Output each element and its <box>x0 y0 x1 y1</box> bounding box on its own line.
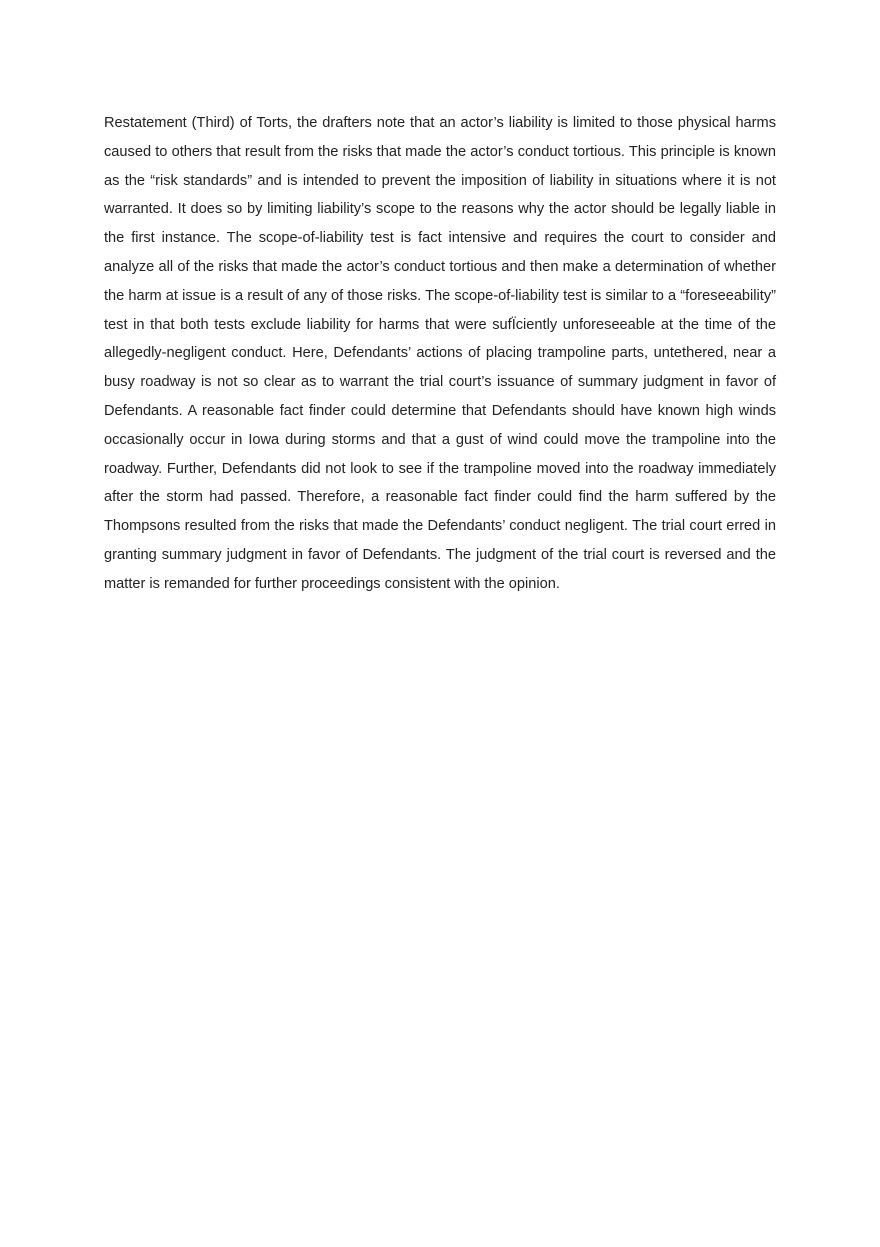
body-paragraph: Restatement (Third) of Torts, the drafters note that an actor’s liability is limited to those physical harms caused to others that result from the risks that made the actor’s conduct tortious. This principle is known as the “risk standards” and is intended to prevent the imposition of liability in situations where it is not warranted. It does so by limiting liability’s scope to the reasons why the actor should be legally liable in the first instance. The scope-of-liability test is fact intensive and requires the court to consider and analyze all of the risks that made the actor’s conduct tortious and then make a determination of whether the harm at issue is a result of any of those risks. The scope-of-liability test is similar to a “foreseeability” test in that both tests exclude liability for harms that were sufÏciently unforeseeable at the time of the allegedly-negligent conduct. Here, Defendants’ actions of placing trampoline parts, untethered, near a busy roadway is not so clear as to warrant the trial court’s issuance of summary judgment in favor of Defendants. A reasonable fact finder could determine that Defendants should have known high winds occasionally occur in Iowa during storms and that a gust of wind could move the trampoline into the roadway. Further, Defendants did not look to see if the trampoline moved into the roadway immediately after the storm had passed. Therefore, a reasonable fact finder could find the harm suffered by the Thompsons resulted from the risks that made the Defendants’ conduct negligent. The trial court erred in granting summary judgment in favor of Defendants. The judgment of the trial court is reversed and the matter is remanded for further proceedings consistent with the opinion. <box>104 115 776 592</box>
